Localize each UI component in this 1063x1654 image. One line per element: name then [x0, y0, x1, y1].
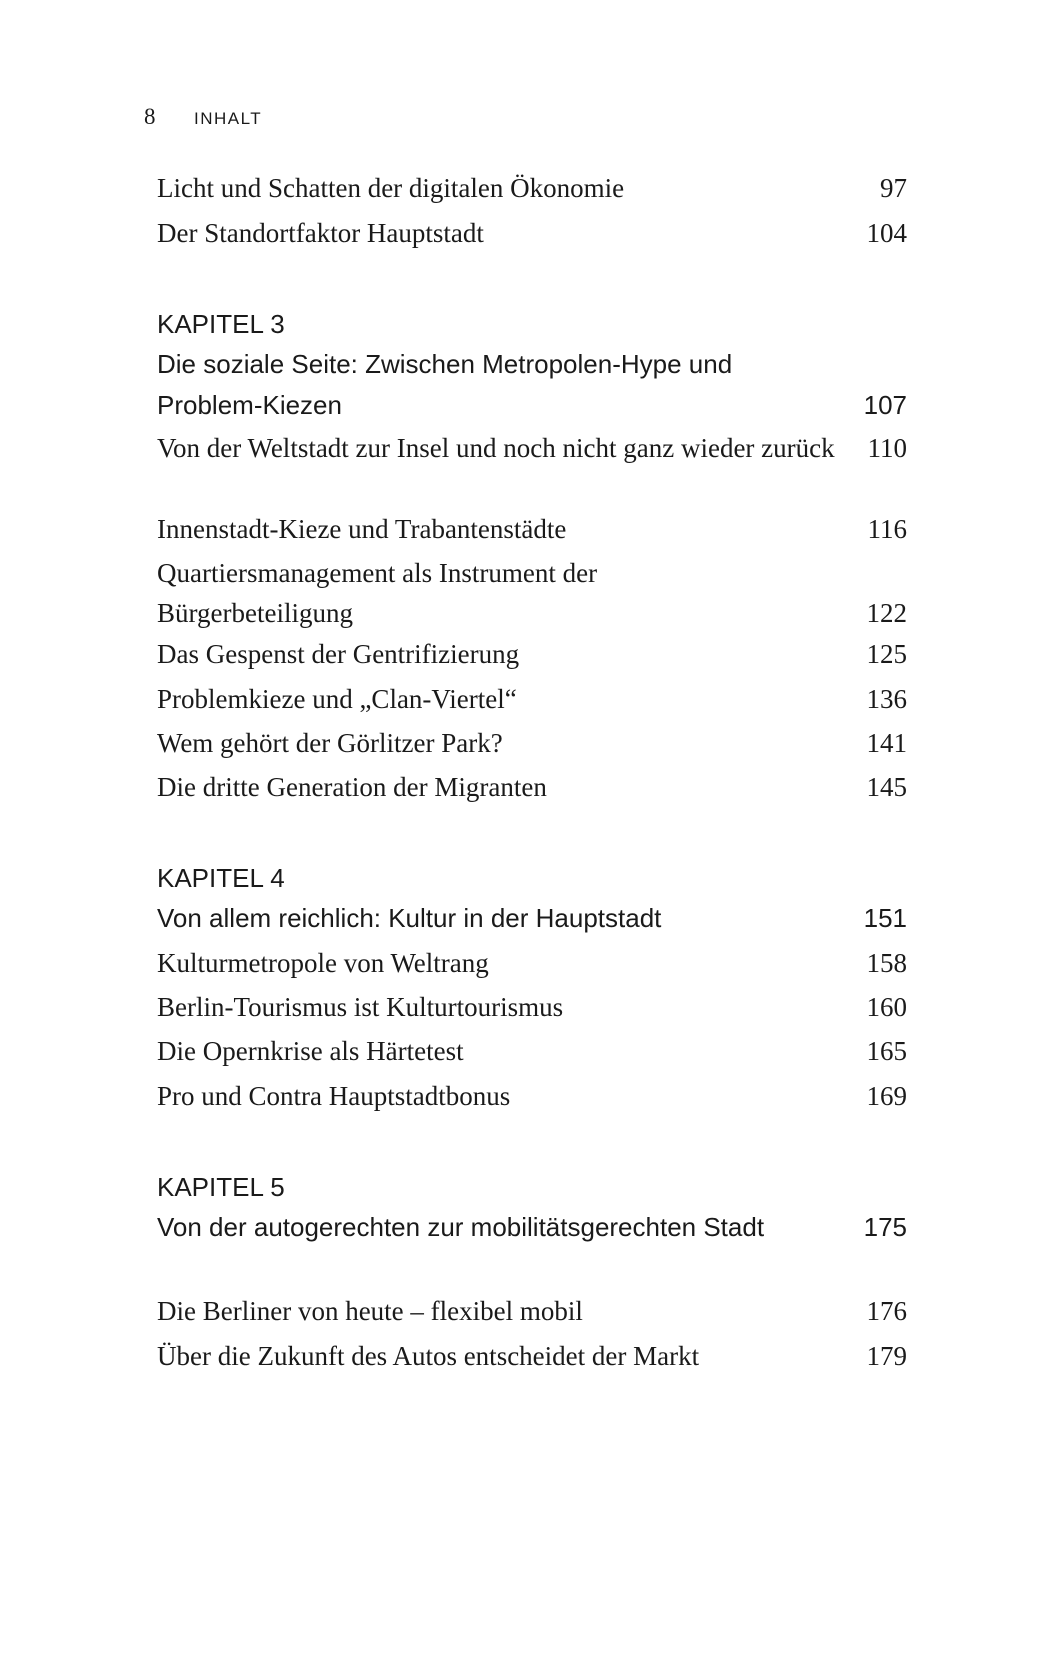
- toc-entry: [157, 723, 907, 763]
- toc-entry: [157, 1336, 907, 1376]
- toc-entry-page: 110: [867, 433, 907, 463]
- chapter-title-text: Von der autogerechten zur mobilitätsgerechten Stadt: [157, 1212, 765, 1242]
- toc-entry-title: Das Gespenst der Gentrifizierung: [157, 639, 520, 669]
- chapter-3-label: KAPITEL 3: [157, 309, 285, 339]
- toc-entry-page: 169: [866, 1081, 907, 1111]
- toc-entry: [157, 553, 907, 633]
- toc-entry: [157, 1031, 907, 1071]
- chapter-5-title: [157, 1207, 907, 1248]
- running-head: [144, 104, 262, 132]
- toc-entry: [157, 213, 907, 253]
- toc-entry-page: 122: [866, 598, 907, 628]
- toc-entry-title: Quartiersmanagement als Instrument der Bürgerbeteiligung: [157, 558, 598, 628]
- toc-entry: [157, 509, 907, 549]
- toc-entry-title: Berlin-Tourismus ist Kulturtourismus: [157, 992, 564, 1022]
- chapter-4-label: KAPITEL 4: [157, 863, 285, 893]
- toc-entry-page: 158: [866, 948, 907, 978]
- toc-entry-page: 145: [866, 772, 907, 802]
- toc-entry-title: Von der Weltstadt zur Insel und noch nicht ganz wieder zurück: [157, 433, 835, 463]
- toc-entry-title: Die Opernkrise als Härtetest: [157, 1036, 464, 1066]
- toc-entry-page: 160: [866, 992, 907, 1022]
- chapter-title-text: Die soziale Seite: Zwischen Metropolen-Hype und Problem-Kiezen: [157, 349, 733, 420]
- toc-entry-title: Licht und Schatten der digitalen Ökonomie: [157, 173, 625, 203]
- chapter-4-title: [157, 898, 907, 939]
- toc-entry: [157, 943, 907, 983]
- toc-entry-page: 165: [866, 1036, 907, 1066]
- toc-entry-title: Problemkieze und „Clan-Viertel“: [157, 684, 517, 714]
- chapter-title-page: 175: [863, 1212, 907, 1242]
- chapter-title-page: 107: [863, 390, 907, 420]
- toc-entry: [157, 767, 907, 807]
- chapter-title-page: 151: [863, 903, 907, 933]
- toc-entry-page: 104: [866, 218, 907, 248]
- toc-entry: [157, 679, 907, 719]
- toc-entry-page: 97: [880, 173, 907, 203]
- running-head-title: INHALT: [194, 109, 263, 128]
- toc-entry-title: Innenstadt-Kieze und Trabantenstädte: [157, 514, 567, 544]
- toc-entry-title: Pro und Contra Hauptstadtbonus: [157, 1081, 511, 1111]
- toc-entry-page: 125: [866, 639, 907, 669]
- toc-entry: [157, 634, 907, 674]
- toc-entry: [157, 168, 907, 208]
- toc-entry-page: 176: [866, 1296, 907, 1326]
- toc-entry-title: Wem gehört der Görlitzer Park?: [157, 728, 503, 758]
- page-number: 8: [144, 104, 156, 129]
- toc-entry-title: Über die Zukunft des Autos entscheidet der Markt: [157, 1341, 700, 1371]
- toc-entry-page: 179: [866, 1341, 907, 1371]
- toc-entry-page: 116: [867, 514, 907, 544]
- toc-entry-page: 141: [866, 728, 907, 758]
- toc-entry-title: Kulturmetropole von Weltrang: [157, 948, 489, 978]
- toc-entry: [157, 1076, 907, 1116]
- toc-entry: [157, 428, 907, 468]
- chapter-5-label: KAPITEL 5: [157, 1172, 285, 1202]
- chapter-3-title: [157, 344, 907, 426]
- toc-entry-title: Der Standortfaktor Hauptstadt: [157, 218, 484, 248]
- toc-entry: [157, 1291, 907, 1331]
- toc-entry-page: 136: [866, 684, 907, 714]
- toc-entry-title: Die Berliner von heute – flexibel mobil: [157, 1296, 583, 1326]
- toc-entry-title: Die dritte Generation der Migranten: [157, 772, 547, 802]
- toc-entry: [157, 987, 907, 1027]
- chapter-title-text: Von allem reichlich: Kultur in der Hauptstadt: [157, 903, 662, 933]
